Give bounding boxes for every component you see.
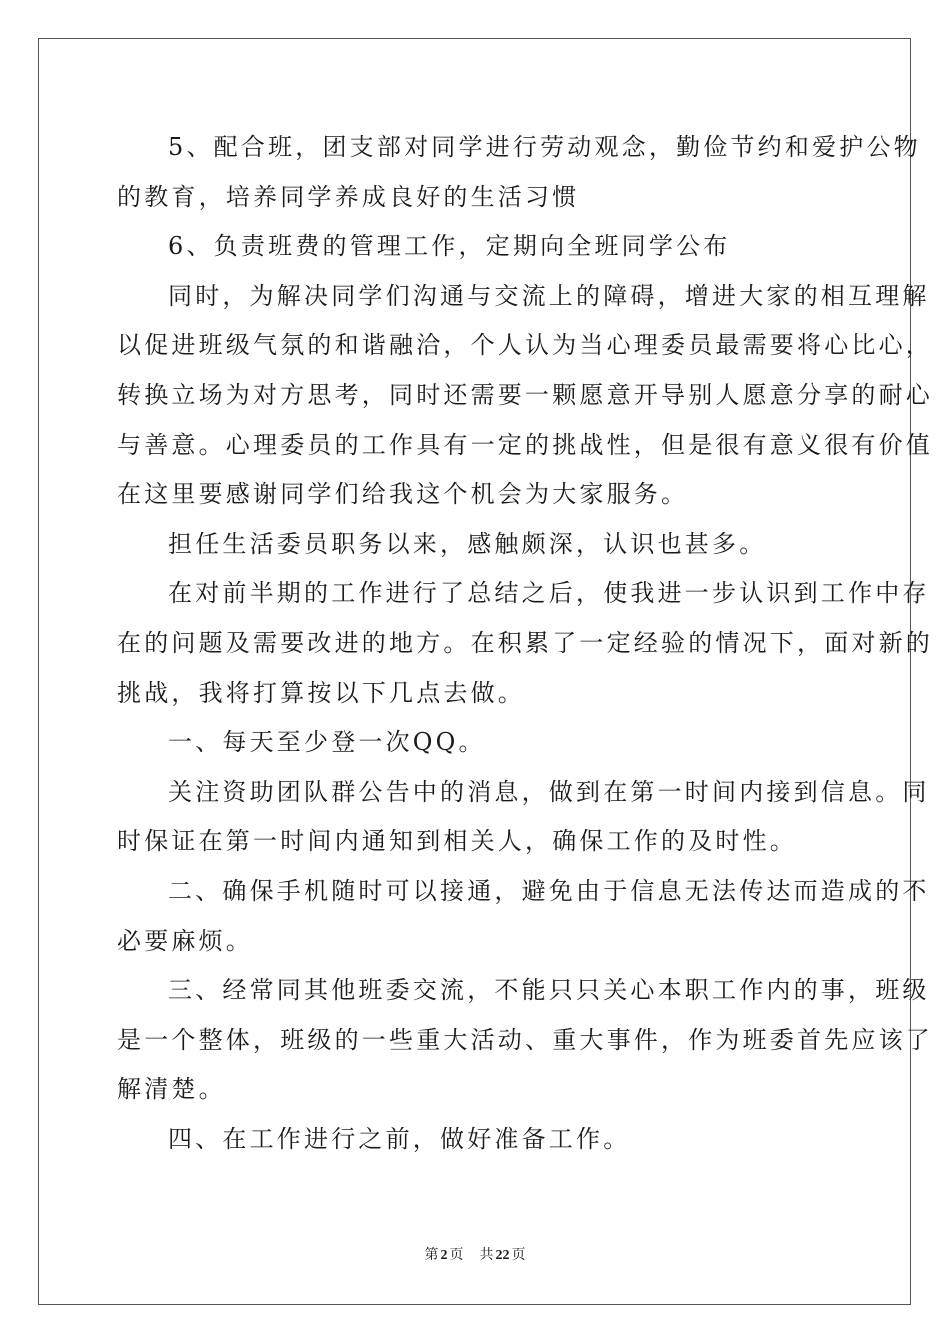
paragraph-6	[117, 718, 837, 768]
text-line: 同时，为解决同学们沟通与交流上的障碍，增进大家的相互理解	[168, 281, 930, 310]
document-body	[117, 123, 933, 1164]
paragraph-10	[117, 1115, 837, 1165]
text-line: 四、在工作进行之前，做好准备工作。	[168, 1124, 631, 1153]
text-line: 一、每天至少登一次QQ。	[168, 728, 486, 757]
text-line: 5、配合班，团支部对同学进行劳动观念，勤俭节约和爱护公物	[168, 133, 921, 161]
text-line: 的教育，培养同学养成良好的生活习惯	[117, 182, 580, 211]
paragraph-5	[117, 569, 933, 718]
text-line: 时保证在第一时间内通知到相关人，确保工作的及时性。	[117, 827, 797, 856]
text-line: 必要麻烦。	[117, 926, 253, 955]
page-footer	[0, 1244, 950, 1264]
paragraph-7	[117, 768, 930, 867]
total-pages: 22	[495, 1248, 510, 1263]
paragraph-3	[117, 272, 933, 520]
paragraph-2	[117, 222, 837, 272]
text-line: 是一个整体，班级的一些重大活动、重大事件，作为班委首先应该了	[117, 1025, 933, 1054]
page-suffix: 页	[449, 1247, 464, 1263]
page-number: 2	[440, 1248, 448, 1263]
text-line: 三、经常同其他班委交流，不能只只关心本职工作内的事，班级	[168, 976, 930, 1005]
text-line: 转换立场为对方思考，同时还需要一颗愿意开导别人愿意分享的耐心	[117, 380, 933, 409]
total-prefix: 共	[479, 1247, 494, 1263]
paragraph-1	[117, 123, 921, 222]
text-line: 担任生活委员职务以来，感触颇深，认识也甚多。	[168, 529, 767, 558]
text-line: 在对前半期的工作进行了总结之后，使我进一步认识到工作中存	[168, 579, 930, 608]
paragraph-4	[117, 520, 837, 570]
total-suffix: 页	[511, 1247, 526, 1263]
paragraph-8	[117, 867, 930, 966]
text-line: 关注资助团队群公告中的消息，做到在第一时间内接到信息。同	[168, 777, 930, 806]
text-line: 与善意。心理委员的工作具有一定的挑战性，但是很有意义很有价值	[117, 430, 933, 459]
text-line: 6、负责班费的管理工作，定期向全班同学公布	[168, 232, 731, 261]
text-line: 挑战，我将打算按以下几点去做。	[117, 678, 525, 707]
text-line: 在的问题及需要改进的地方。在积累了一定经验的情况下，面对新的	[117, 628, 933, 657]
paragraph-9	[117, 966, 933, 1115]
text-line: 解清楚。	[117, 1075, 226, 1104]
text-line: 二、确保手机随时可以接通，避免由于信息无法传达而造成的不	[168, 876, 930, 905]
text-line: 以促进班级气氛的和谐融洽，个人认为当心理委员最需要将心比心，	[117, 331, 933, 360]
page-prefix: 第	[424, 1247, 439, 1263]
text-line: 在这里要感谢同学们给我这个机会为大家服务。	[117, 480, 689, 509]
